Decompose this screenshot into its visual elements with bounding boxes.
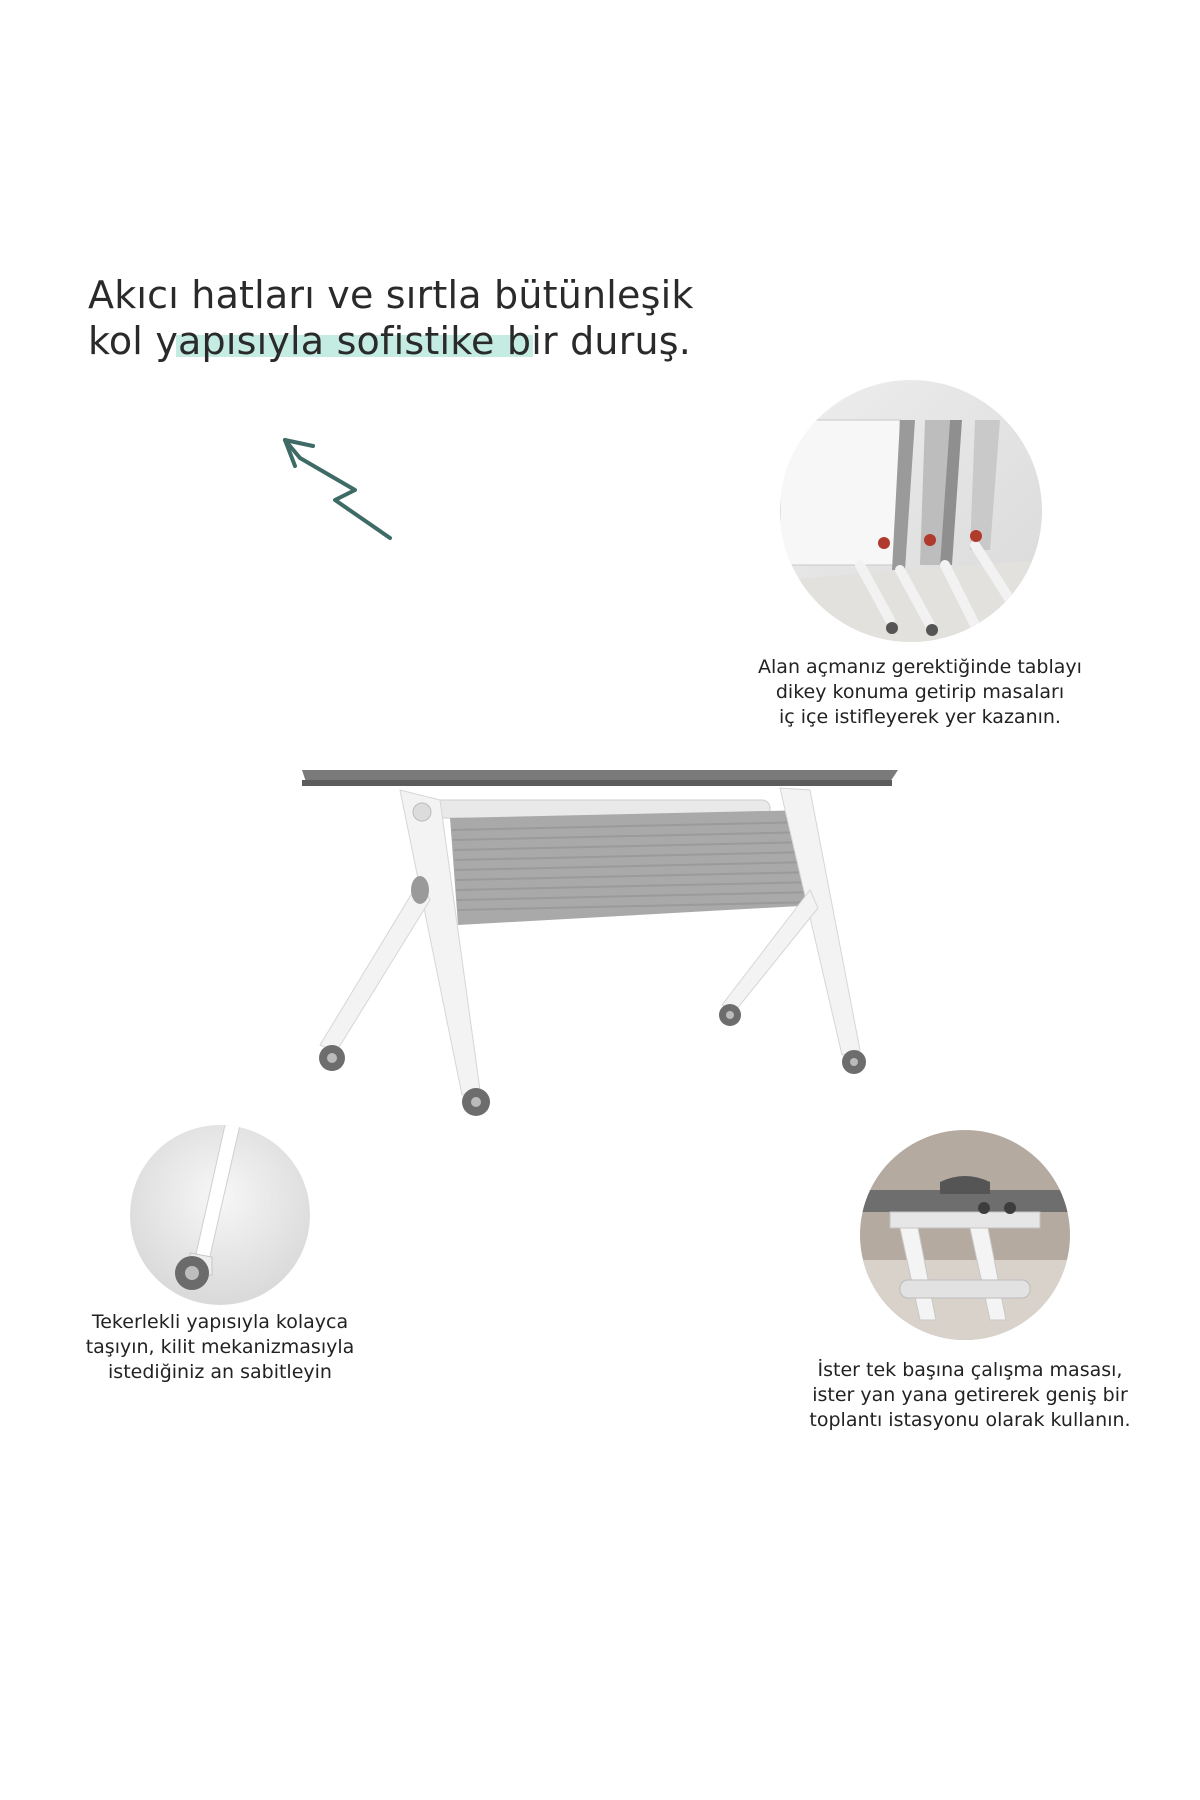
headline-line-1: Akıcı hatları ve sırtla bütünleşik bbox=[88, 273, 694, 317]
caption-wheels: Tekerlekli yapısıyla kolayca taşıyın, kilit mekanizmasıyla istediğiniz an sabitleyin bbox=[85, 1311, 355, 1383]
folding-table-image bbox=[290, 760, 910, 1140]
caption-joining: İster tek başına çalışma masası, ister yan yana getirerek geniş bir toplantı istasyonu olarak kullanın. bbox=[809, 1359, 1131, 1431]
headline bbox=[88, 272, 728, 364]
caption-stacking: Alan açmanız gerektiğinde tablayı dikey konuma getirip masaları iç içe istifleyerek yer kazanın. bbox=[758, 656, 1082, 728]
caster-wheel-detail-image bbox=[130, 1125, 310, 1305]
headline-highlight: apısıyla sofistike b bbox=[178, 319, 532, 363]
headline-line-2-pre: kol y bbox=[88, 319, 179, 363]
headline-line-2 bbox=[88, 318, 728, 364]
joining-detail-image bbox=[860, 1130, 1070, 1340]
arrow-icon bbox=[265, 420, 405, 550]
headline-line-2-post: ir duruş. bbox=[531, 319, 692, 363]
stacking-detail-image bbox=[780, 380, 1042, 642]
